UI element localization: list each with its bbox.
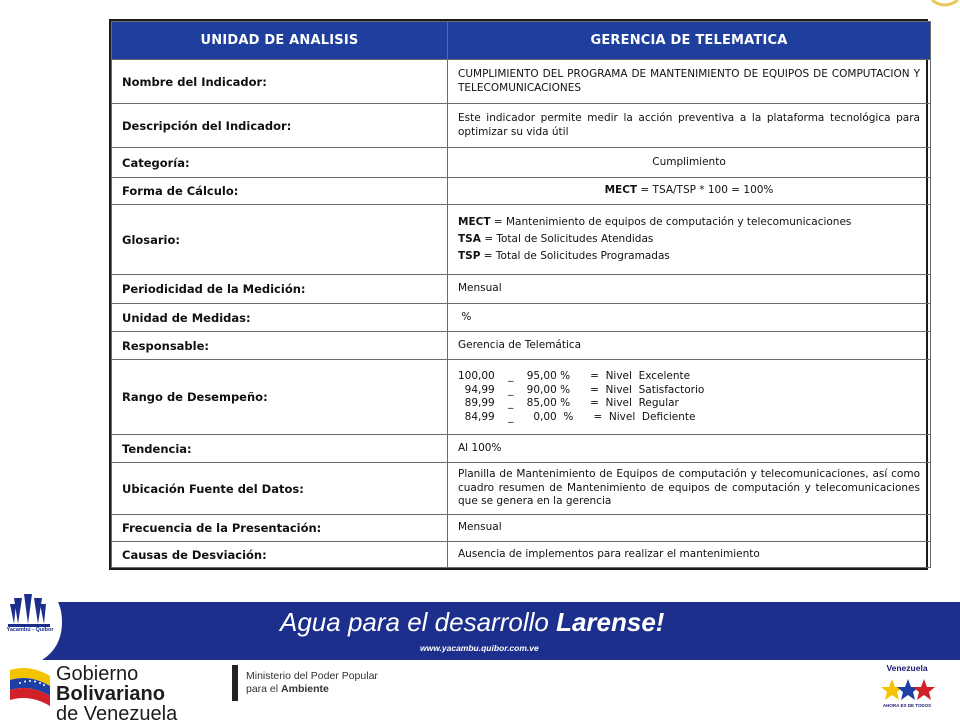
ministry-name [246, 670, 386, 696]
gov-name-regular: Gobierno [56, 663, 139, 685]
organization-logo-icon [0, 578, 66, 666]
venezuela-tagline: AHORA ES DE TODOS [882, 703, 932, 708]
row-value-unidad: % [448, 304, 931, 332]
range-line: 100,00 _ 95,00 % = Nivel Excelente [458, 370, 691, 382]
ministry-line-2-bold: Ambiente [281, 683, 329, 695]
row-label-glosario: Glosario: [112, 205, 448, 275]
table-row [112, 104, 931, 148]
row-label-rango: Rango de Desempeño: [112, 360, 448, 435]
row-label-nombre: Nombre del Indicador: [112, 60, 448, 104]
row-value-responsable: Gerencia de Telemática [448, 332, 931, 360]
glossary-item [458, 231, 920, 248]
row-value-forma [448, 178, 931, 205]
glossary-term: TSP [458, 250, 481, 262]
table-row [112, 463, 931, 515]
formula-term: MECT [604, 184, 638, 197]
range-line: 89,99 _ 85,00 % = Nivel Regular [458, 397, 679, 409]
row-value-glosario [448, 205, 931, 275]
table-row [112, 205, 931, 275]
venezuela-flag-icon [8, 662, 52, 708]
corner-decoration [928, 0, 960, 10]
header-department: GERENCIA DE TELEMATICA [448, 22, 931, 60]
header-analysis-unit: UNIDAD DE ANALISIS [112, 22, 448, 60]
slogan-regular: Agua para el desarrollo [280, 607, 557, 637]
glossary-term: TSA [458, 233, 481, 245]
glossary-item [458, 214, 920, 231]
ministry-line-2-regular: para el [246, 683, 282, 695]
table-header-row [112, 22, 931, 60]
table-row [112, 148, 931, 178]
glossary-term: MECT [458, 216, 491, 228]
row-value-descripcion: Este indicador permite medir la acción preventiva a la plataforma tecnológica para optimizar su vida útil [448, 104, 931, 148]
row-label-responsable: Responsable: [112, 332, 448, 360]
slogan-bold: Larense! [556, 607, 665, 637]
range-line: 94,99 _ 90,00 % = Nivel Satisfactorio [458, 383, 705, 396]
row-label-periodicidad: Periodicidad de la Medición: [112, 275, 448, 304]
row-value-frecuencia: Mensual [448, 515, 931, 542]
table-row [112, 178, 931, 205]
row-value-categoria: Cumplimiento [448, 148, 931, 178]
row-label-descripcion: Descripción del Indicador: [112, 104, 448, 148]
venezuela-wordmark: Venezuela [886, 663, 928, 673]
table-row [112, 275, 931, 304]
row-value-tendencia: Al 100% [448, 435, 931, 463]
government-name [56, 664, 231, 720]
glossary-definition: = Total de Solicitudes Atendidas [480, 233, 654, 245]
glossary-definition: = Mantenimiento de equipos de computación y telecomunicaciones [490, 216, 852, 228]
table-row [112, 542, 931, 568]
row-value-rango [448, 360, 931, 435]
indicator-sheet [109, 19, 928, 570]
formula-expression: = TSA/TSP * 100 = 100% [637, 184, 774, 197]
row-value-causas: Ausencia de implementos para realizar el mantenimiento [448, 542, 931, 568]
indicator-table [111, 21, 931, 568]
table-row [112, 515, 931, 542]
glossary-item [458, 248, 920, 265]
gov-name-bold: Bolivariano [56, 683, 165, 705]
row-label-categoria: Categoría: [112, 148, 448, 178]
table-row [112, 332, 931, 360]
row-label-unidad: Unidad de Medidas: [112, 304, 448, 332]
row-value-ubicacion: Planilla de Mantenimiento de Equipos de computación y telecomunicaciones, así como cuadro resumen de Mantenimiento de equipos de computación y telecomunicaciones que se genera en la gerencia [448, 463, 931, 515]
table-row [112, 304, 931, 332]
table-row [112, 60, 931, 104]
row-value-periodicidad: Mensual [448, 275, 931, 304]
banner-slogan [280, 607, 664, 638]
table-row [112, 360, 931, 435]
row-label-ubicacion: Ubicación Fuente del Datos: [112, 463, 448, 515]
footer-divider [232, 665, 238, 701]
gov-name-country: de Venezuela [56, 703, 178, 720]
row-label-forma: Forma de Cálculo: [112, 178, 448, 205]
row-label-tendencia: Tendencia: [112, 435, 448, 463]
row-value-nombre: CUMPLIMIENTO DEL PROGRAMA DE MANTENIMIENTO DE EQUIPOS DE COMPUTACION Y TELECOMUNICACIONES [448, 60, 931, 104]
glossary-definition: = Total de Solicitudes Programadas [480, 250, 670, 262]
row-label-frecuencia: Frecuencia de la Presentación: [112, 515, 448, 542]
organization-name: Yacambú - Quíbor [6, 627, 54, 633]
ministry-line-1: Ministerio del Poder Popular [246, 670, 378, 682]
row-label-causas: Causas de Desviación: [112, 542, 448, 568]
website-url: www.yacambu.quibor.com.ve [420, 643, 539, 653]
range-line: 84,99 _ 0,00 % = Nivel Deficiente [458, 410, 696, 423]
table-row [112, 435, 931, 463]
